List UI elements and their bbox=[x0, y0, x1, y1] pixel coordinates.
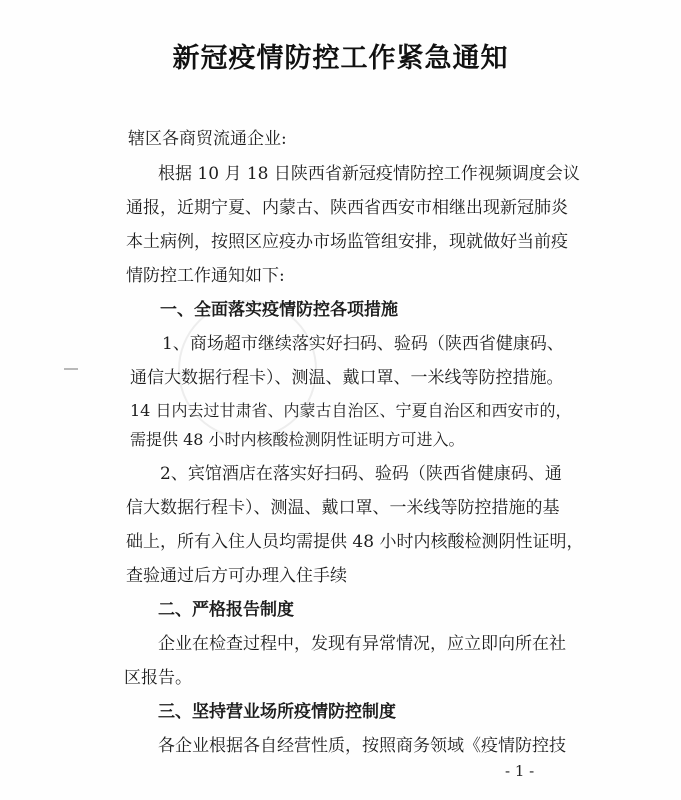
scan-mark bbox=[64, 368, 78, 370]
section-2-line-2: 区报告。 bbox=[124, 668, 192, 688]
section-1-heading: 一、全面落实疫情防控各项措施 bbox=[160, 300, 398, 320]
document-title: 新冠疫情防控工作紧急通知 bbox=[172, 43, 509, 74]
page-number: - 1 - bbox=[505, 762, 535, 780]
section-1-item-1-line-1: 1、商场超市继续落实好扫码、验码（陕西省健康码、 bbox=[162, 334, 564, 354]
section-1-item-1-line-4: 需提供 48 小时内核酸检测阴性证明方可进入。 bbox=[130, 430, 465, 449]
section-2-heading: 二、严格报告制度 bbox=[158, 600, 294, 620]
section-3-heading: 三、坚持营业场所疫情防控制度 bbox=[158, 702, 396, 722]
intro-line-3: 本土病例，按照区应疫办市场监管组安排，现就做好当前疫 bbox=[126, 232, 568, 252]
intro-line-1: 根据 10 月 18 日陕西省新冠疫情防控工作视频调度会议 bbox=[158, 164, 580, 184]
intro-line-2: 通报，近期宁夏、内蒙古、陕西省西安市相继出现新冠肺炎 bbox=[126, 198, 568, 218]
section-1-item-2-line-3: 础上，所有入住人员均需提供 48 小时内核酸检测阴性证明， bbox=[126, 532, 584, 552]
section-1-item-1-line-2: 通信大数据行程卡）、测温、戴口罩、一米线等防控措施。 bbox=[130, 368, 564, 388]
section-3-line-1: 各企业根据各自经营性质，按照商务领域《疫情防控技 bbox=[158, 736, 566, 756]
section-1-item-2-line-2: 信大数据行程卡）、测温、戴口罩、一米线等防控措施的基 bbox=[126, 498, 560, 518]
section-1-item-2-line-4: 查验通过后方可办理入住手续 bbox=[126, 566, 347, 586]
salutation: 辖区各商贸流通企业: bbox=[128, 129, 287, 149]
section-2-line-1: 企业在检查过程中，发现有异常情况，应立即向所在社 bbox=[158, 634, 566, 654]
intro-line-4: 情防控工作通知如下: bbox=[126, 266, 285, 286]
section-1-item-1-line-3: 14 日内去过甘肃省、内蒙古自治区、宁夏自治区和西安市的， bbox=[130, 401, 572, 420]
section-1-item-2-line-1: 2、宾馆酒店在落实好扫码、验码（陕西省健康码、通 bbox=[160, 464, 562, 484]
